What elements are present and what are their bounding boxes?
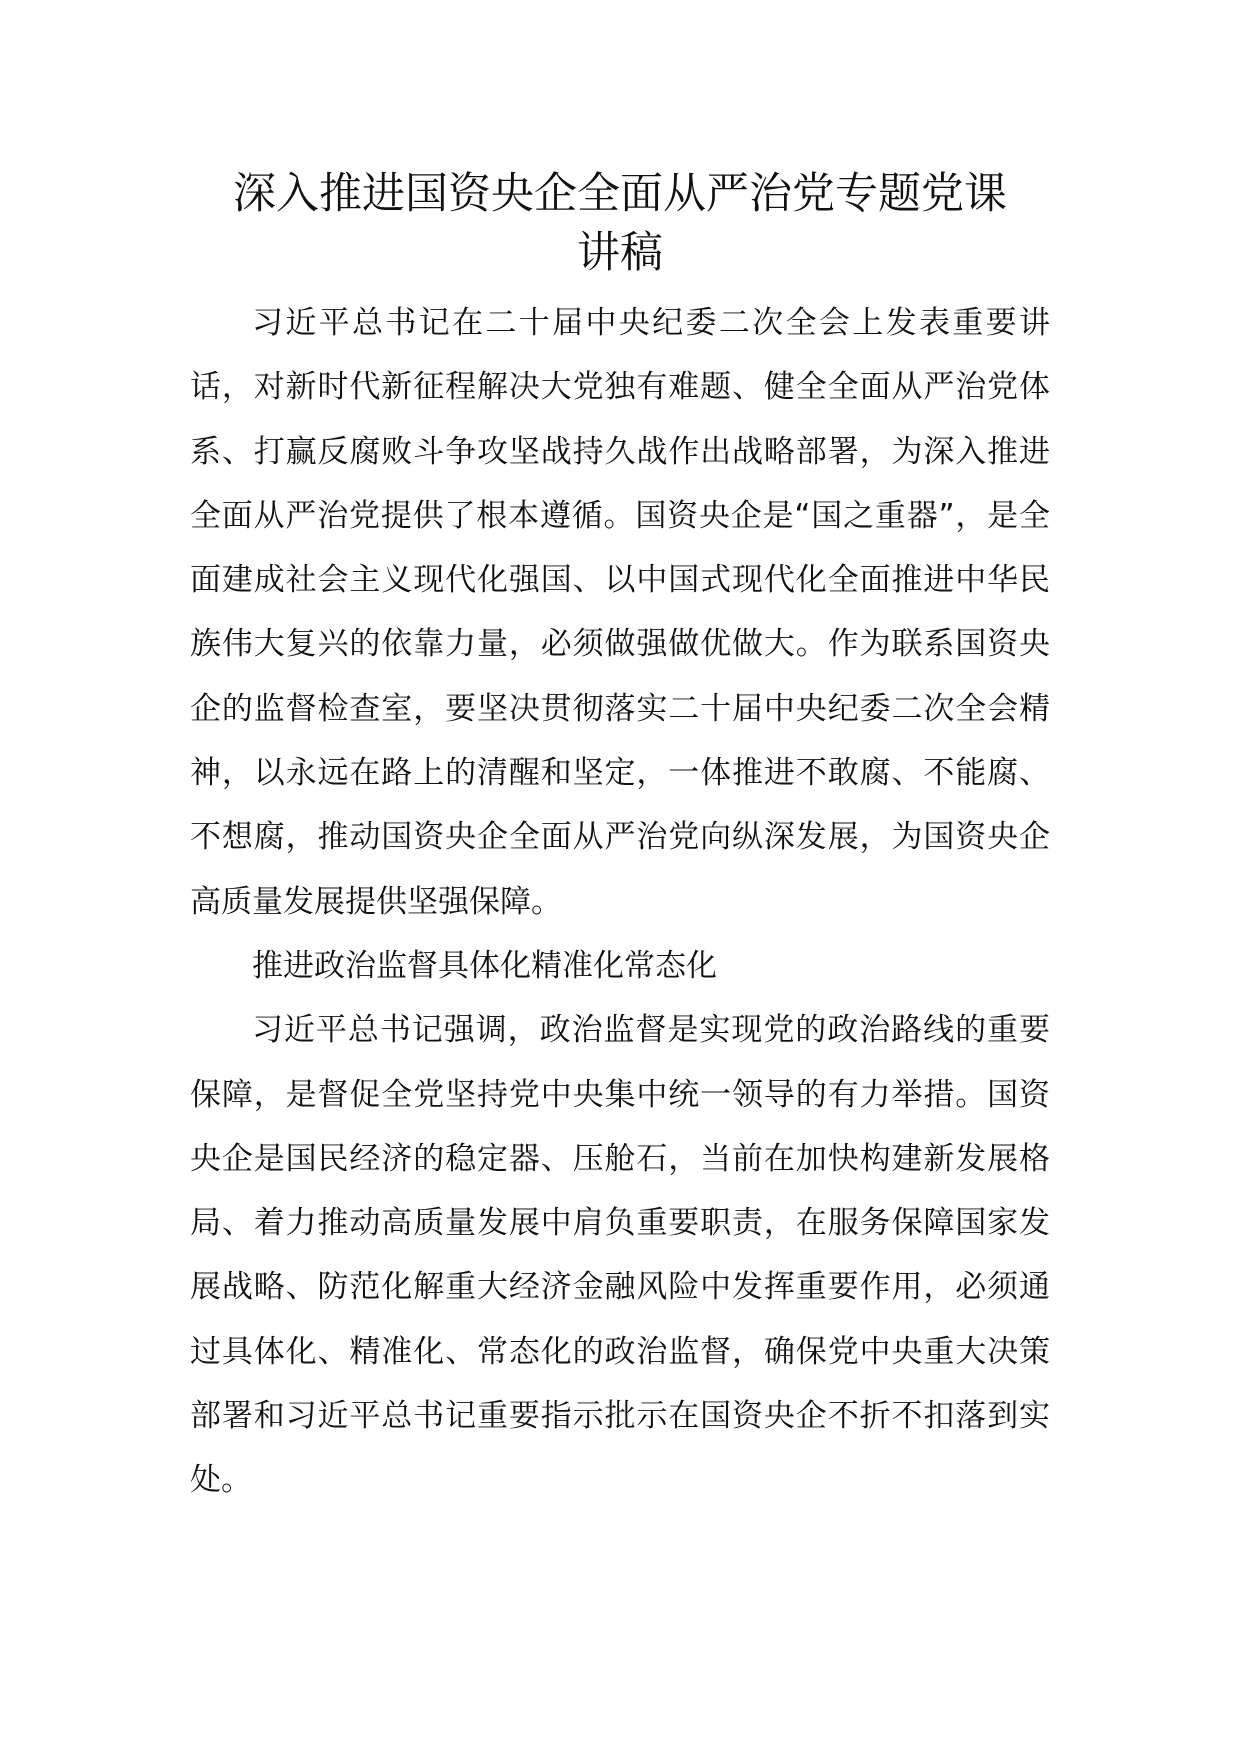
section-paragraph: 习近平总书记强调，政治监督是实现党的政治路线的重要保障，是督促全党坚持党中央集中统一领导的有力举措。国资央企是国民经济的稳定器、压舱石，当前在加快构建新发展格局、着力推动高质量发展中肩负重要职责，在服务保障国家发展战略、防范化解重大经济金融风险中发挥重要作用，必须通过具体化、精准化、常态化的政治监督，确保党中央重大决策部署和习近平总书记重要指示批示在国资央企不折不扣落到实处。 — [190, 1012, 1050, 1499]
section-heading: 推进政治监督具体化精准化常态化 — [252, 947, 717, 984]
document-title — [190, 166, 1050, 281]
document-body — [190, 291, 1050, 1513]
document-title-line: 讲稿 — [577, 228, 663, 278]
document-title-line: 深入推进国资央企全面从严治党专题党课 — [233, 169, 1007, 219]
intro-paragraph: 习近平总书记在二十届中央纪委二次全会上发表重要讲话，对新时代新征程解决大党独有难题、健全全面从严治党体系、打赢反腐败斗争攻坚战持久战作出战略部署，为深入推进全面从严治党提供了根本遵循。国资央企是“国之重器”，是全面建成社会主义现代化强国、以中国式现代化全面推进中华民族伟大复兴的依靠力量，必须做强做优做大。作为联系国资央企的监督检查室，要坚决贯彻落实二十届中央纪委二次全会精神，以永远在路上的清醒和坚定，一体推进不敢腐、不能腐、不想腐，推动国资央企全面从严治党向纵深发展，为国资央企高质量发展提供坚强保障。 — [190, 305, 1050, 920]
document-content — [190, 166, 1050, 1513]
